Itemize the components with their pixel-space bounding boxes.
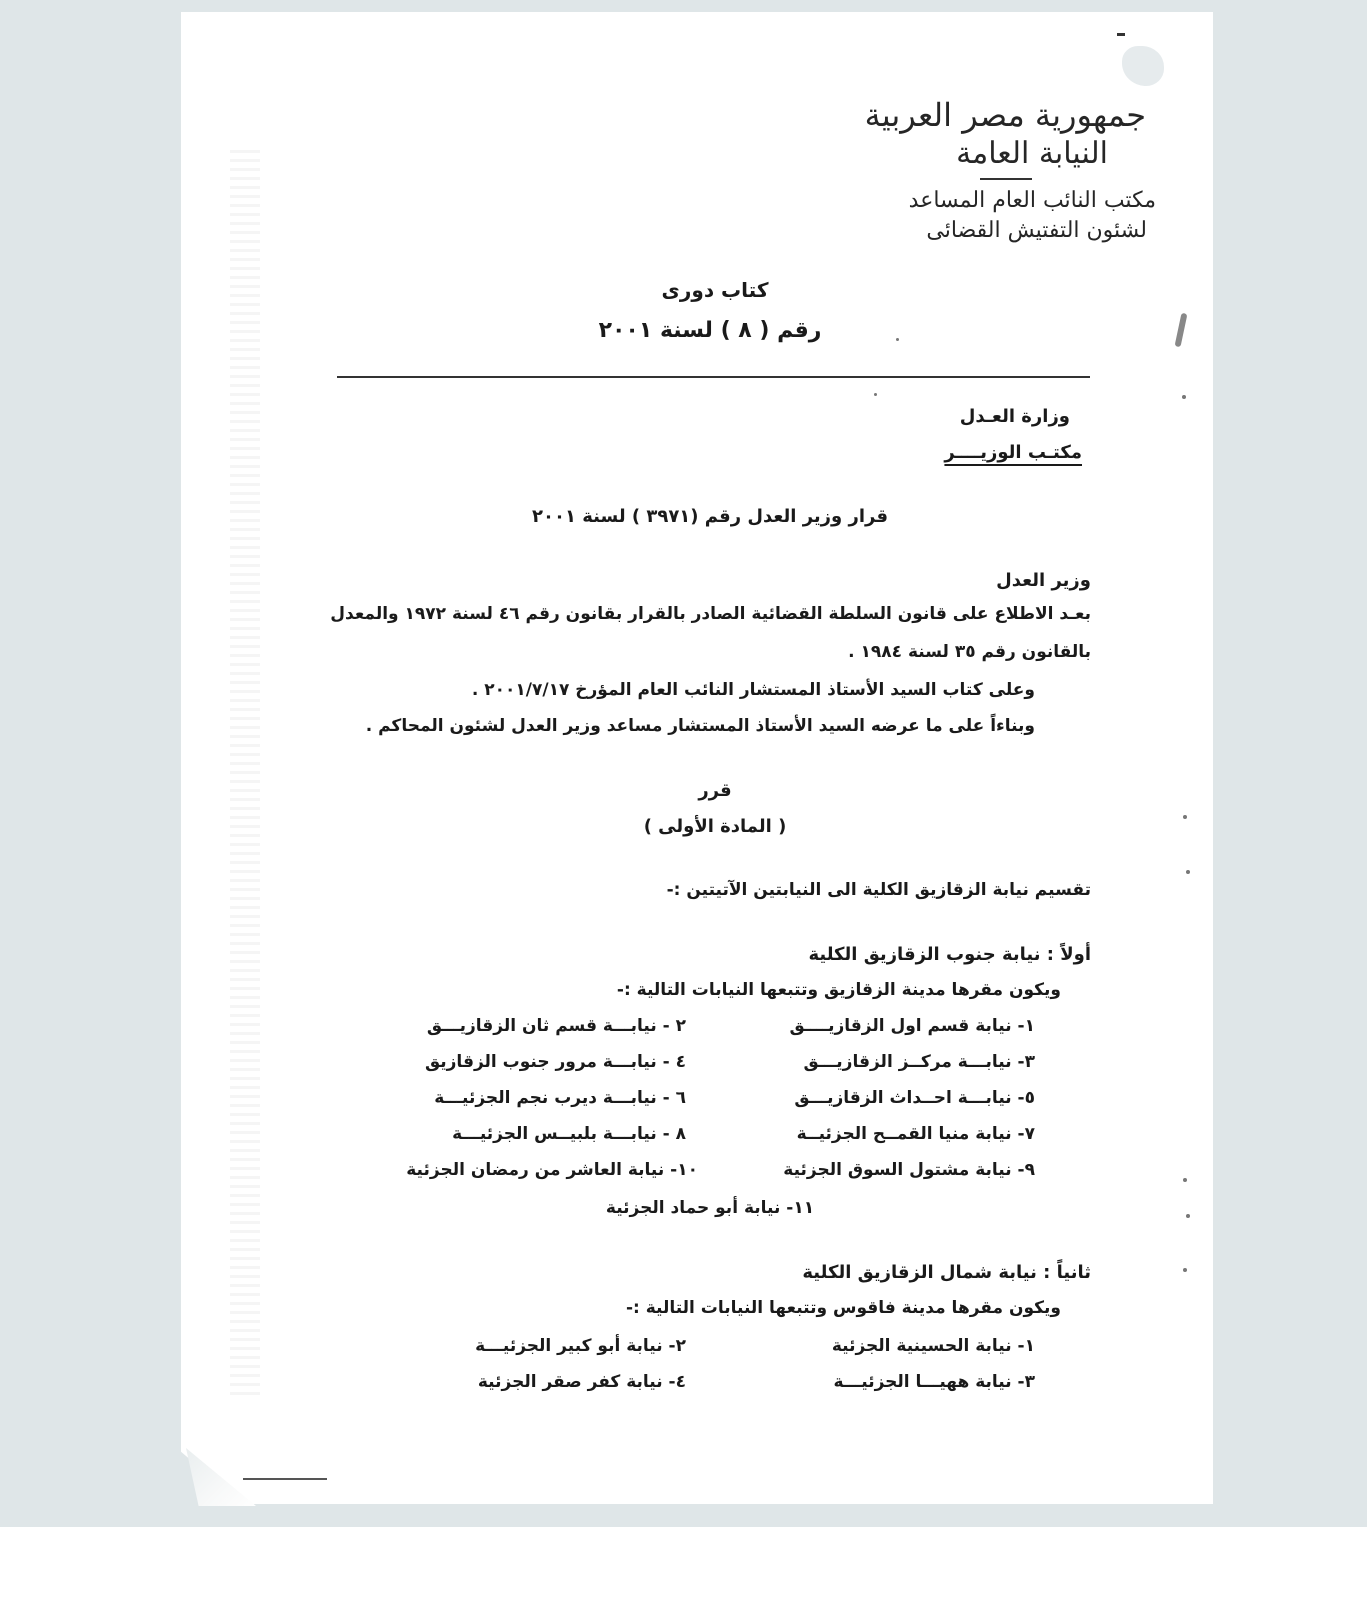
office-line-1: مكتب النائب العام المساعد xyxy=(908,188,1156,213)
south-item-1: ١- نيابة قسم اول الزقازيــــق xyxy=(789,1016,1035,1036)
scan-speck xyxy=(1183,1178,1187,1182)
scan-speck xyxy=(874,393,877,396)
south-item-11: ١١- نيابة أبو حماد الجزئية xyxy=(605,1198,815,1218)
scan-speck xyxy=(1186,1214,1190,1218)
south-item-7: ٧- نيابة منيا القمــح الجزئيــة xyxy=(796,1124,1035,1144)
preamble-line-1a: بعـد الاطلاع على قانون السلطة القضائية الصادر بالقرار بقانون رقم ٤٦ لسنة ١٩٧٢ والمعدل xyxy=(330,604,1091,624)
scan-speck xyxy=(896,338,899,341)
decided-heading: قرر xyxy=(698,780,732,801)
preamble-line-3: وبناءاً على ما عرضه السيد الأستاذ المستشار مساعد وزير العدل لشئون المحاكم . xyxy=(365,716,1035,736)
south-item-5: ٥- نيابـــة احــداث الزقازيـــق xyxy=(794,1088,1035,1108)
south-item-4: ٤ - نيابـــة مرور جنوب الزقازيق xyxy=(424,1052,686,1072)
scan-speck xyxy=(1183,815,1187,819)
north-heading: ثانياً : نيابة شمال الزقازيق الكلية xyxy=(802,1262,1091,1283)
fold-shadow-line xyxy=(243,1478,327,1480)
south-seat: ويكون مقرها مدينة الزقازيق وتتبعها النيابات التالية :- xyxy=(616,980,1061,1000)
letterhead-divider xyxy=(980,178,1032,180)
preamble-line-2: وعلى كتاب السيد الأستاذ المستشار النائب العام المؤرخ ٢٠٠١/٧/١٧ . xyxy=(471,680,1035,700)
north-item-1: ١- نيابة الحسينية الجزئية xyxy=(831,1336,1035,1356)
country-name: جمهورية مصر العربية xyxy=(864,96,1146,134)
circular-number: رقم ( ٨ ) لسنة ٢٠٠١ xyxy=(598,318,822,343)
south-heading: أولاً : نيابة جنوب الزقازيق الكلية xyxy=(808,944,1091,965)
scan-speck xyxy=(1182,395,1186,399)
south-item-2: ٢ - نيابـــة قسم ثان الزقازيـــق xyxy=(426,1016,686,1036)
circular-title: كتاب دورى xyxy=(661,278,769,302)
south-item-8: ٨ - نيابـــة بلبيــس الجزئيـــة xyxy=(452,1124,686,1144)
office-line-2: لشئون التفتيش القضائى xyxy=(926,218,1147,243)
south-item-10: ١٠- نيابة العاشر من رمضان الجزئية xyxy=(406,1160,698,1180)
decree-title: قرار وزير العدل رقم (٣٩٧١ ) لسنة ٢٠٠١ xyxy=(532,506,888,527)
north-item-2: ٢- نيابة أبو كبير الجزئيـــة xyxy=(475,1336,686,1356)
north-item-3: ٣- نيابة ههيـــا الجزئيـــة xyxy=(833,1372,1035,1392)
scan-speck xyxy=(1183,1268,1187,1272)
article-heading: ( المادة الأولى ) xyxy=(643,816,787,837)
south-item-9: ٩- نيابة مشتول السوق الجزئية xyxy=(783,1160,1035,1180)
minister-office: مكتـب الوزيــــر xyxy=(944,442,1082,463)
preamble-line-1b: بالقانون رقم ٣٥ لسنة ١٩٨٤ . xyxy=(848,642,1091,662)
ministry-name: وزارة العـدل xyxy=(959,406,1070,427)
scan-margin-noise xyxy=(230,150,260,1400)
south-item-3: ٣- نيابـــة مركــز الزقازيـــق xyxy=(803,1052,1035,1072)
authority-name: النيابة العامة xyxy=(956,136,1108,171)
decree-issuer: وزير العدل xyxy=(996,570,1091,591)
corner-mark xyxy=(1117,33,1125,36)
north-seat: ويكون مقرها مدينة فاقوس وتتبعها النيابات التالية :- xyxy=(625,1298,1061,1318)
south-item-6: ٦ - نيابـــة ديرب نجم الجزئيـــة xyxy=(434,1088,686,1108)
title-divider xyxy=(337,376,1090,378)
division-statement: تقسيم نيابة الزقازيق الكلية الى النيابتين الآتيتين :- xyxy=(666,880,1091,900)
scan-speck xyxy=(1186,870,1190,874)
north-item-4: ٤- نيابة كفر صقر الجزئية xyxy=(477,1372,686,1392)
